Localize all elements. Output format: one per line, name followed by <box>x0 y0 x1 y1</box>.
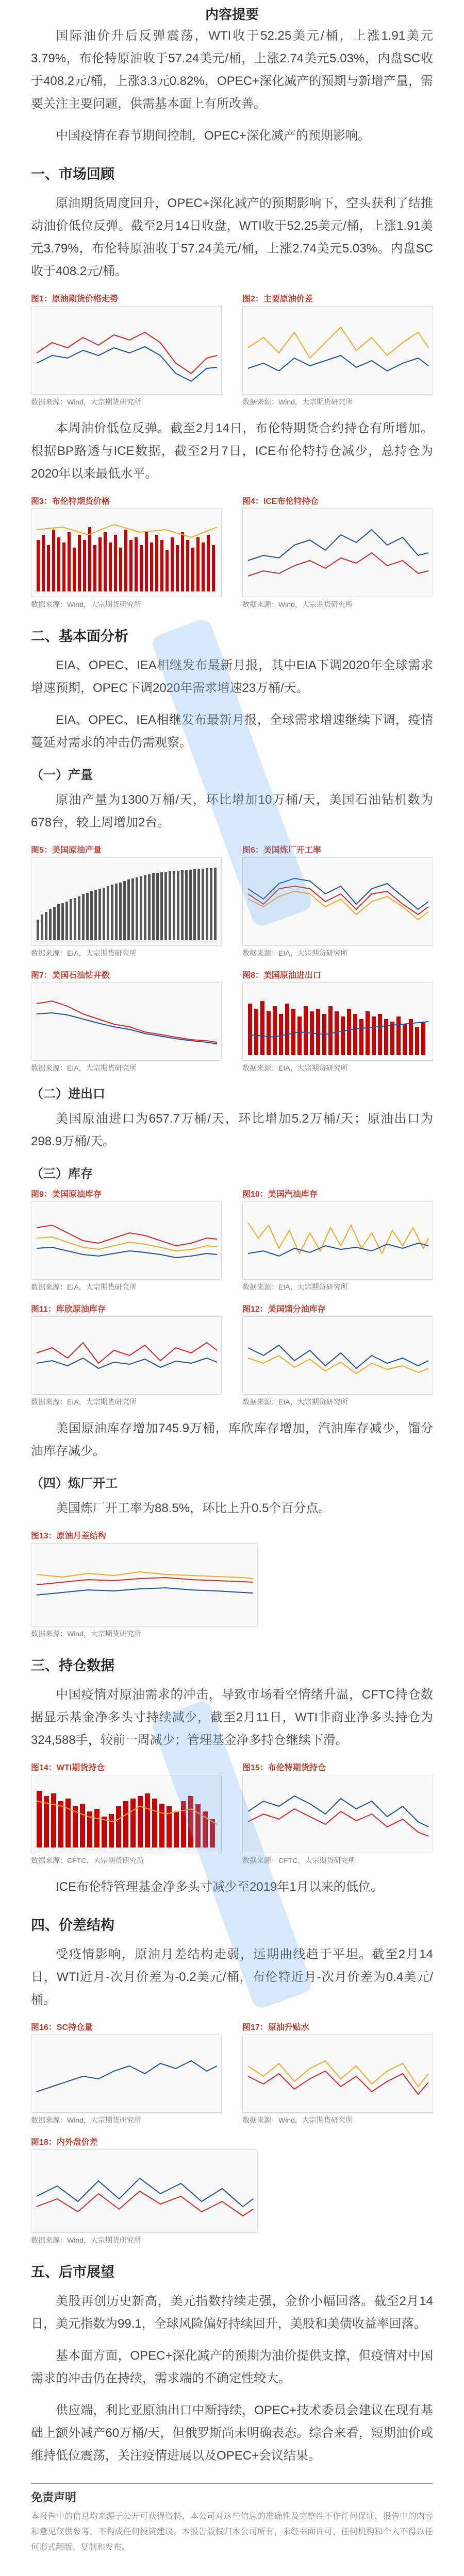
figure-source: 数据来源：EIA，大宗期货研究所 <box>242 1398 348 1406</box>
figure-title: 图12：美国馏分油库存 <box>242 1305 326 1314</box>
line-chart <box>242 1316 433 1395</box>
figure <box>242 1302 433 1407</box>
figure-title: 图18：内外盘价差 <box>31 2138 98 2147</box>
figure <box>242 843 433 958</box>
spread-paragraph-1: 受疫情影响，原油月差结构走弱，远期曲线趋于平坦。截至2月14日，WTI近月-次月价差为-0.2美元/桶，布伦特近月-次月价差为0.4美元/桶。 <box>31 1947 433 2007</box>
figure <box>31 1529 258 1639</box>
figure <box>242 1761 433 1866</box>
figure-source: 数据来源：EIA，大宗期货研究所 <box>242 949 348 957</box>
figure <box>31 969 222 1073</box>
line-chart <box>242 1201 433 1280</box>
outlook-paragraph-3: 供应端，利比亚原油出口中断持续，OPEC+技术委员会建议在现有基础上额外减产60万桶/天，但俄罗斯尚未明确表态。综合来看，短期油价或维持低位震荡，关注疫情进展以及OPEC+会议结果。 <box>31 2403 433 2463</box>
subheading-refinery: （四）炼厂开工 <box>31 1477 118 1490</box>
figure-row <box>31 843 433 958</box>
figure-source: 数据来源：CFTC，大宗期货研究所 <box>242 1856 356 1865</box>
figure-source: 数据来源：CFTC，大宗期货研究所 <box>31 1856 144 1865</box>
disclaimer-title: 免责声明 <box>31 2491 77 2504</box>
section-heading-outlook: 五、后市展望 <box>31 2264 114 2280</box>
subheading-inventory: （三）库存 <box>31 1167 93 1181</box>
figure-source: 数据来源：Wind，大宗期货研究所 <box>242 600 353 608</box>
figure-source: 数据来源：Wind，大宗期货研究所 <box>242 2116 353 2124</box>
section-heading-basics: 二、基本面分析 <box>31 629 128 644</box>
figure <box>242 292 433 407</box>
figure-title: 图2：主要原油价差 <box>242 295 313 303</box>
basics-paragraph-1: EIA、OPEC、IEA相继发布最新月报，其中EIA下调2020年全球需求增速预期，OPEC下调2020年需求增速23万桶/天。 <box>31 658 433 695</box>
figure-title: 图10：美国汽油库存 <box>242 1190 318 1199</box>
positions-paragraph-2: ICE布伦特管理基金净多头寸减少至2019年1月以来的低位。 <box>56 1880 383 1894</box>
figure <box>31 2021 222 2125</box>
figure <box>31 292 222 407</box>
bar-chart <box>31 1775 222 1853</box>
figure <box>242 969 433 1073</box>
review-paragraph-1: 原油期货周度回升，OPEC+深化减产的预期影响下，空头获利了结推动油价低位反弹。截至2月14日收盘，WTI收于52.25美元/桶，上涨1.91美元3.79%，布伦特原油收于57.24美元/桶，上涨2.74美元5.03%。内盘SC收于408.2元/桶。 <box>31 196 433 278</box>
figure-title: 图9：美国原油库存 <box>31 1190 102 1199</box>
figure-source: 数据来源：Wind，大宗期货研究所 <box>31 398 141 406</box>
figure-source: 数据来源：Wind，大宗期货研究所 <box>31 2236 141 2244</box>
figure <box>31 1761 222 1866</box>
section-heading-review: 一、市场回顾 <box>31 166 114 182</box>
figure <box>31 1302 222 1407</box>
outlook-paragraph-1: 美股再创历史新高，美元指数持续走强，金价小幅回落。截至2月14日，美元指数为99.1，全球风险偏好持续回升，美股和美债收益率回落。 <box>31 2294 433 2331</box>
summary-paragraph-2: 中国疫情在春节期间控制，OPEC+深化减产的预期影响。 <box>56 129 371 143</box>
section-heading-positions: 三、持仓数据 <box>31 1658 114 1673</box>
figure-title: 图15：布伦特期货持仓 <box>242 1764 326 1772</box>
figure-source: 数据来源：EIA，大宗期货研究所 <box>242 1064 348 1072</box>
figure-title: 图5：美国原油产量 <box>31 846 102 855</box>
disclaimer-text: 本报告中的信息均来源于公开可获得资料，本公司对这些信息的准确性及完整性不作任何保证，报告中的内容和意见仅供参考，不构成任何投资建议。本报告版权归本公司所有，未经书面许可，任何机构和个人不得以任何形式翻版、复制和发布。 <box>31 2512 433 2552</box>
figure-source: 数据来源：EIA，大宗期货研究所 <box>31 949 137 957</box>
figure <box>31 495 222 609</box>
figure-source: 数据来源：EIA，大宗期货研究所 <box>31 1064 137 1072</box>
line-chart <box>31 1543 258 1626</box>
figure <box>242 1188 433 1292</box>
figure-row <box>31 292 433 407</box>
figure <box>31 2136 258 2245</box>
line-chart <box>242 1775 433 1853</box>
basics-paragraph-4: 美国原油进口为657.7万桶/天，环比增加5.2万桶/天；原油出口为298.9万桶/天。 <box>31 1112 433 1148</box>
subheading-production: （一）产量 <box>31 768 93 782</box>
figure-row <box>31 2021 433 2125</box>
figure-title: 图7：美国石油钻井数 <box>31 971 110 980</box>
figure-title: 图14：WTI期货持仓 <box>31 1764 105 1772</box>
figure-row <box>31 1529 433 1639</box>
figure-source: 数据来源：EIA，大宗期货研究所 <box>31 1398 137 1406</box>
line-chart <box>31 2035 222 2113</box>
basics-paragraph-3: 原油产量为1300万桶/天，环比增加10万桶/天，美国石油钻机数为678台，较上周增加2台。 <box>31 793 433 829</box>
bar-chart <box>31 509 222 597</box>
figure-title: 图1：原油期货价格走势 <box>31 295 118 303</box>
figure-title: 图11：库欣原油库存 <box>31 1305 106 1314</box>
figure-title: 图8：美国原油进出口 <box>242 971 321 980</box>
line-chart <box>31 1201 222 1280</box>
line-chart <box>31 982 222 1061</box>
figure-title: 图13：原油月差结构 <box>31 1532 106 1540</box>
subheading-trade: （二）进出口 <box>31 1087 105 1101</box>
line-chart <box>242 857 433 946</box>
figure-source: 数据来源：Wind，大宗期货研究所 <box>31 600 141 608</box>
figure-source: 数据来源：Wind，大宗期货研究所 <box>242 398 353 406</box>
report-title: 内容提要 <box>205 7 259 22</box>
line-chart <box>242 509 433 597</box>
line-chart <box>31 306 222 395</box>
figure-title: 图6：美国炼厂开工率 <box>242 846 321 855</box>
figure <box>31 843 222 958</box>
line-chart <box>242 306 433 395</box>
figure-row <box>31 2136 433 2245</box>
section-heading-spread: 四、价差结构 <box>31 1918 114 1933</box>
basics-paragraph-2: EIA、OPEC、IEA相继发布最新月报，全球需求增速继续下调，疫情蔓延对需求的冲击仍需观察。 <box>31 713 433 750</box>
figure-title: 图4：ICE布伦特持仓 <box>242 497 319 506</box>
disclaimer-box <box>31 2483 433 2555</box>
figure-source: 数据来源：EIA，大宗期货研究所 <box>242 1283 348 1291</box>
line-chart <box>31 2149 258 2233</box>
figure-title: 图16：SC持仓量 <box>31 2023 93 2032</box>
line-chart <box>242 2035 433 2113</box>
figure-row <box>31 1302 433 1407</box>
figure <box>31 1188 222 1292</box>
figure-row <box>31 1761 433 1866</box>
figure-source: 数据来源：Wind，大宗期货研究所 <box>31 1630 141 1638</box>
figure-row <box>31 495 433 609</box>
figure <box>242 495 433 609</box>
figure-source: 数据来源：EIA，大宗期货研究所 <box>31 1283 137 1291</box>
summary-paragraph-1: 国际油价升后反弹震荡，WTI收于52.25美元/桶，上涨1.91美元3.79%，布伦特原油收于57.24美元/桶，上涨2.74美元5.03%，内盘SC收于408.2元/桶，上涨3.3元0.82%，OPEC+深化减产的预期与新增产量，需要关注主要问题，供需基本面上有所改善。 <box>31 29 433 111</box>
figure-source: 数据来源：Wind，大宗期货研究所 <box>31 2116 141 2124</box>
review-paragraph-2: 本周油价低位反弹。截至2月14日，布伦特期货合约持仓有所增加。根据BP路透与ICE数据，截至2月7日，ICE布伦特持仓减少，总持仓为2020年以来最低水平。 <box>31 421 433 481</box>
summary-section <box>0 25 464 2467</box>
figure-row <box>31 969 433 1073</box>
bar-chart <box>31 857 222 946</box>
basics-paragraph-6: 美国炼厂开工率为88.5%，环比上升0.5个百分点。 <box>56 1501 331 1515</box>
figure-title: 图3：布伦特期货价格 <box>31 497 110 506</box>
bar-chart <box>242 982 433 1061</box>
outlook-paragraph-2: 基本面方面，OPEC+深化减产的预期为油价提供支撑，但疫情对中国需求的冲击仍在持续，需求端的不确定性较大。 <box>31 2349 433 2385</box>
basics-paragraph-5: 美国原油库存增加745.9万桶，库欣库存增加，汽油库存减少，馏分油库存减少。 <box>31 1421 433 1458</box>
positions-paragraph-1: 中国疫情对原油需求的冲击，导致市场看空情绪升温，CFTC持仓数据显示基金净多头寸持续减少，截至2月11日，WTI非商业净多头持仓为324,588手，较前一周减少；管理基金净多持仓继续下滑。 <box>31 1688 433 1747</box>
figure-row <box>31 1188 433 1292</box>
line-chart <box>31 1316 222 1395</box>
figure-title: 图17：原油升贴水 <box>242 2023 309 2032</box>
figure <box>242 2021 433 2125</box>
